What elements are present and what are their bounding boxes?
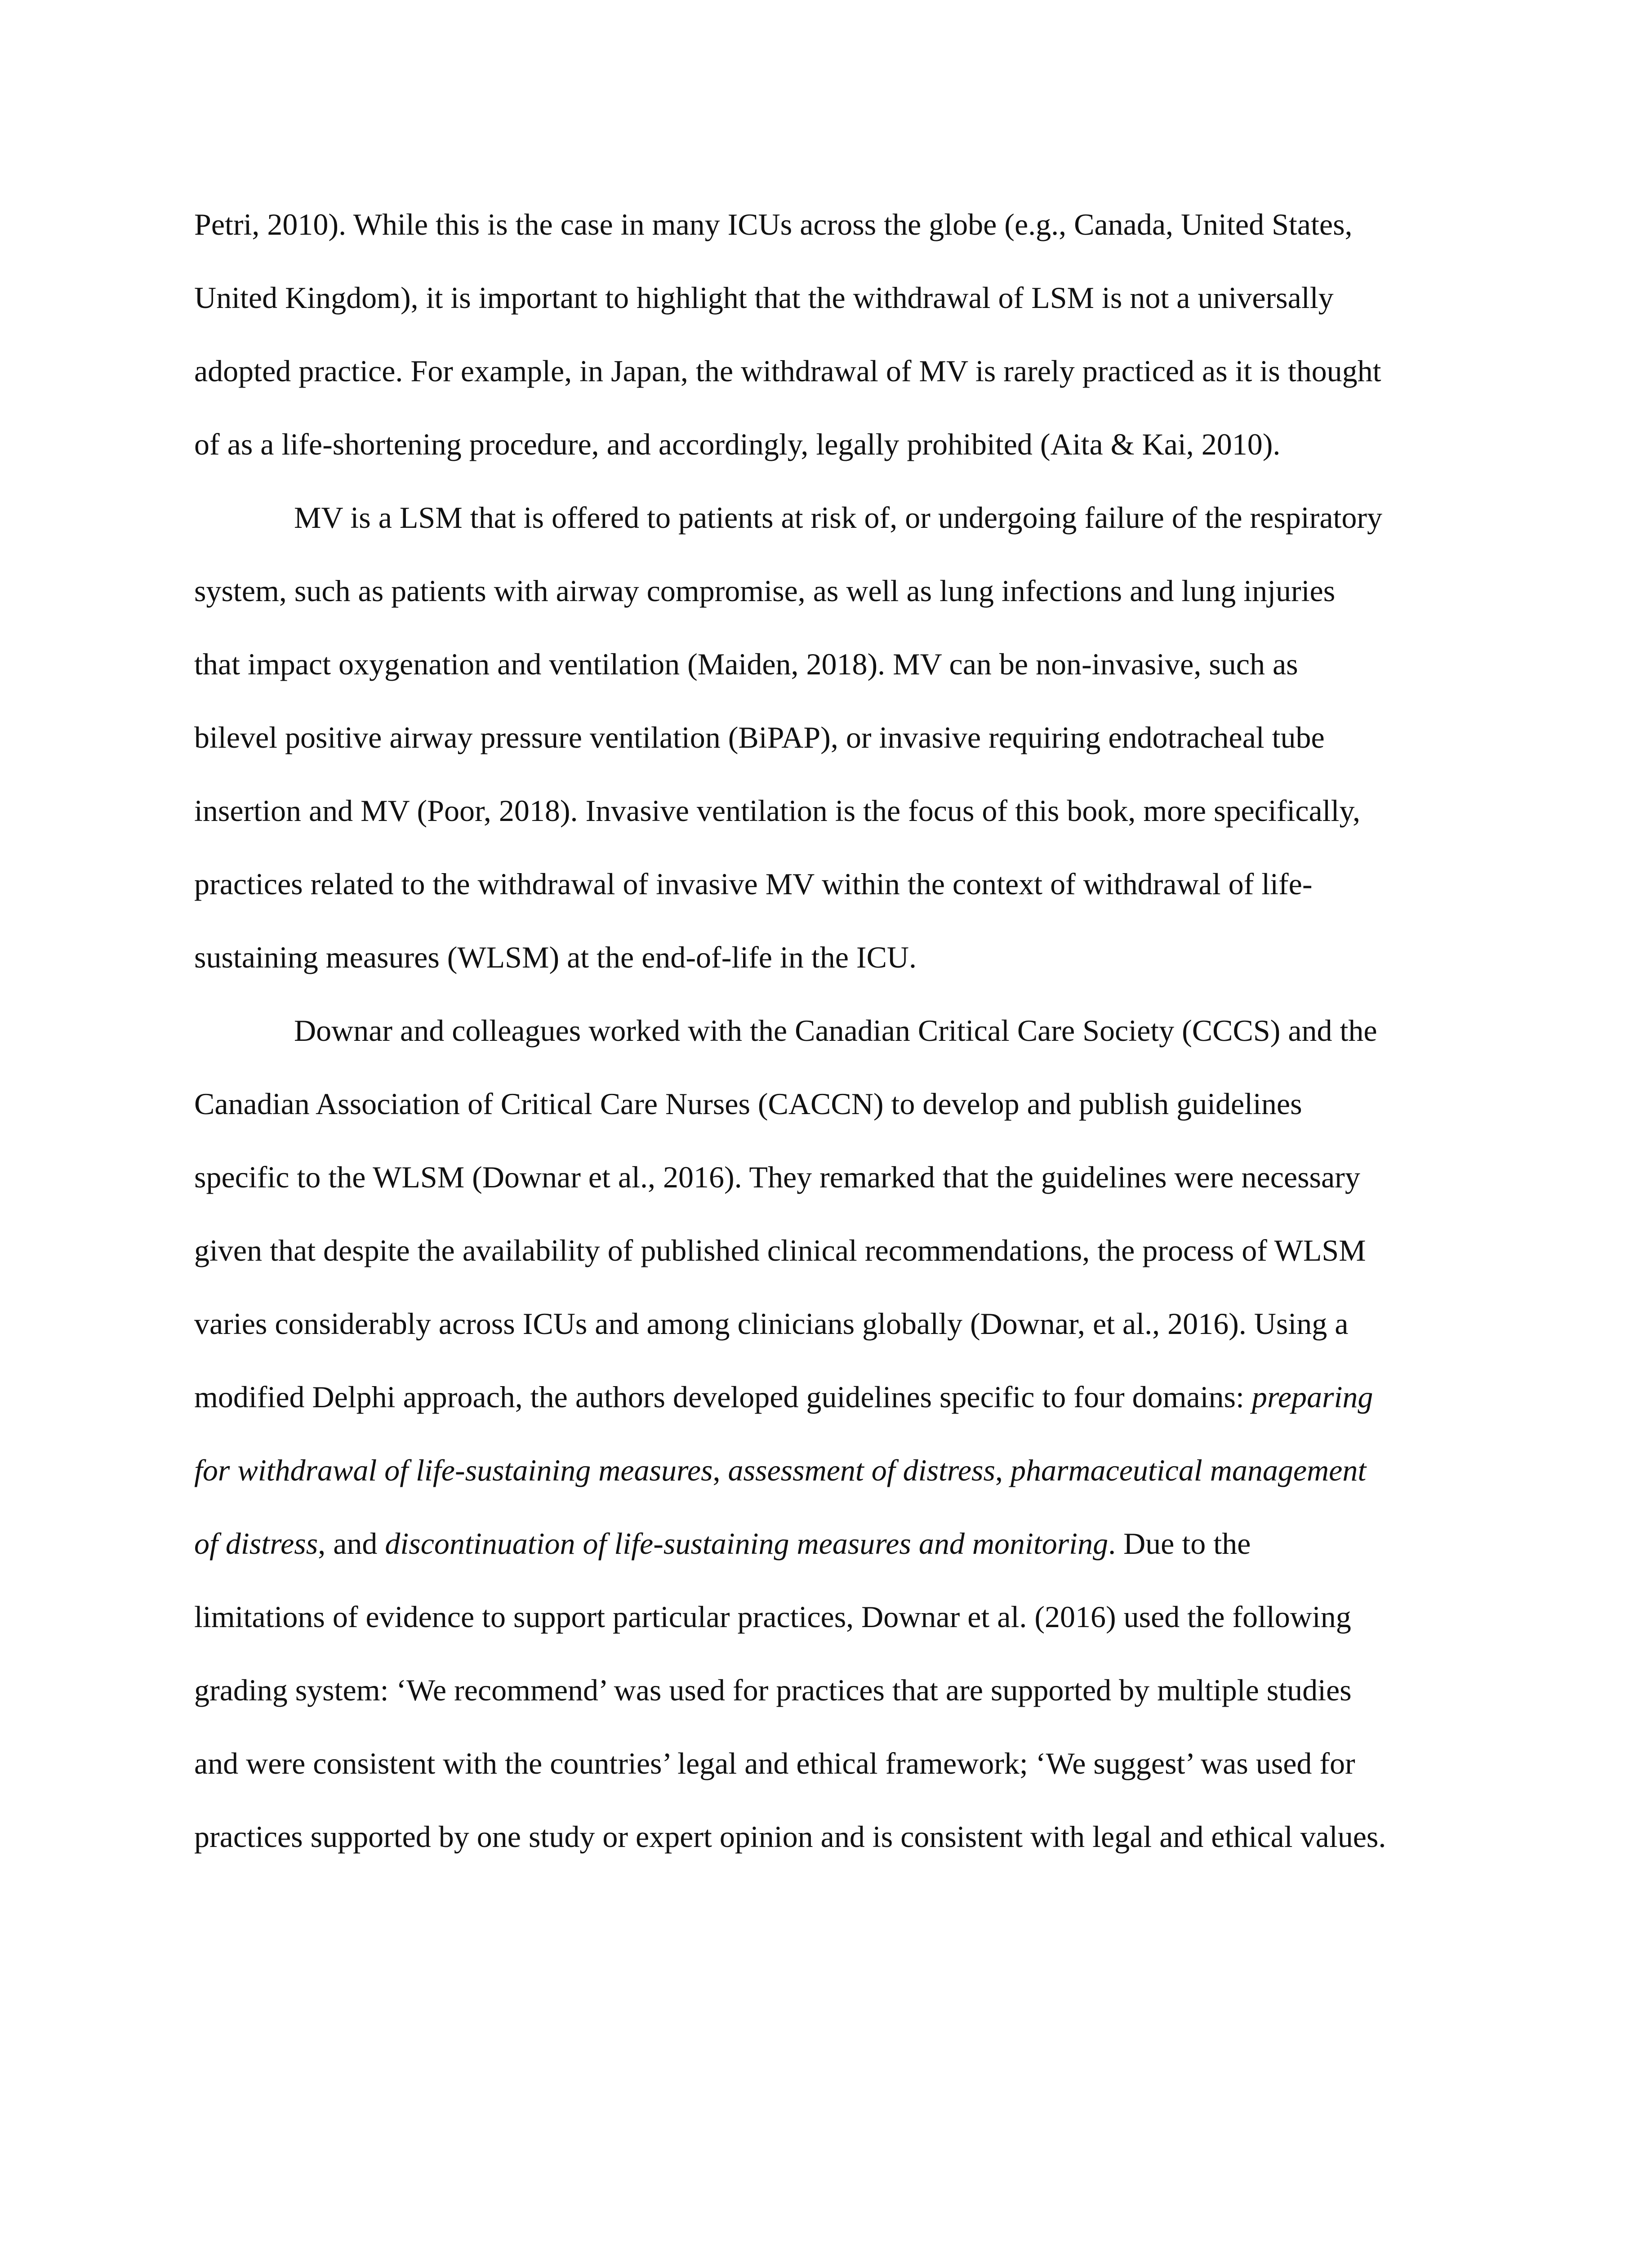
text-line bbox=[194, 1654, 1457, 1727]
text-run: sustaining measures (WLSM) at the end-of-life in the ICU. bbox=[194, 940, 917, 974]
text-line bbox=[194, 335, 1457, 408]
text-run: Downar and colleagues worked with the Canadian Critical Care Society (CCCS) and the bbox=[294, 1013, 1377, 1048]
text-line bbox=[194, 261, 1457, 335]
italic-text-run: discontinuation of life-sustaining measures and monitoring bbox=[385, 1526, 1109, 1561]
text-run: practices supported by one study or expert opinion and is consistent with legal and ethical values. bbox=[194, 1820, 1386, 1854]
text-line bbox=[194, 1360, 1457, 1434]
italic-text-run: for withdrawal of life-sustaining measures bbox=[194, 1453, 713, 1487]
text-line bbox=[194, 847, 1457, 921]
text-line bbox=[194, 994, 1457, 1067]
text-line bbox=[194, 921, 1457, 994]
text-run: varies considerably across ICUs and among clinicians globally (Downar, et al., 2016). Using a bbox=[194, 1307, 1349, 1341]
text-line bbox=[194, 188, 1457, 261]
text-run: of as a life-shortening procedure, and accordingly, legally prohibited (Aita & Kai, 2010). bbox=[194, 427, 1281, 461]
text-run: given that despite the availability of published clinical recommendations, the process of WLSM bbox=[194, 1233, 1366, 1267]
text-line bbox=[194, 408, 1457, 481]
body-text bbox=[194, 188, 1457, 1873]
text-run: and were consistent with the countries’ legal and ethical framework; ‘We suggest’ was used for bbox=[194, 1746, 1355, 1780]
text-line bbox=[194, 1141, 1457, 1214]
italic-text-run: preparing bbox=[1251, 1380, 1373, 1414]
text-run: Canadian Association of Critical Care Nurses (CACCN) to develop and publish guidelines bbox=[194, 1087, 1302, 1121]
text-run: , and bbox=[318, 1526, 385, 1561]
italic-text-run: pharmaceutical management bbox=[1010, 1453, 1367, 1487]
text-run: modified Delphi approach, the authors developed guidelines specific to four domains: bbox=[194, 1380, 1252, 1414]
paragraph-2 bbox=[194, 481, 1457, 994]
text-line bbox=[194, 1067, 1457, 1141]
text-run: bilevel positive airway pressure ventilation (BiPAP), or invasive requiring endotracheal tube bbox=[194, 720, 1325, 754]
text-run: United Kingdom), it is important to highlight that the withdrawal of LSM is not a universally bbox=[194, 281, 1334, 315]
text-run: system, such as patients with airway compromise, as well as lung infections and lung injuries bbox=[194, 574, 1336, 608]
italic-text-run: assessment of distress bbox=[728, 1453, 995, 1487]
text-run: grading system: ‘We recommend’ was used for practices that are supported by multiple studies bbox=[194, 1673, 1352, 1707]
text-line bbox=[194, 1507, 1457, 1580]
text-line bbox=[194, 1434, 1457, 1507]
text-run: specific to the WLSM (Downar et al., 2016). They remarked that the guidelines were necessary bbox=[194, 1160, 1360, 1194]
text-run: Petri, 2010). While this is the case in many ICUs across the globe (e.g., Canada, United States, bbox=[194, 207, 1353, 241]
text-line bbox=[194, 1727, 1457, 1800]
text-line bbox=[194, 1580, 1457, 1654]
paragraph-3 bbox=[194, 994, 1457, 1873]
text-line bbox=[194, 1287, 1457, 1360]
text-line bbox=[194, 554, 1457, 628]
text-run: insertion and MV (Poor, 2018). Invasive ventilation is the focus of this book, more specifically, bbox=[194, 794, 1361, 828]
text-run: adopted practice. For example, in Japan, the withdrawal of MV is rarely practiced as it is thought bbox=[194, 354, 1381, 388]
text-run: MV is a LSM that is offered to patients at risk of, or undergoing failure of the respiratory bbox=[294, 500, 1383, 535]
text-run: limitations of evidence to support particular practices, Downar et al. (2016) used the following bbox=[194, 1600, 1351, 1634]
text-line bbox=[194, 481, 1457, 554]
paragraph-1 bbox=[194, 188, 1457, 481]
text-line bbox=[194, 628, 1457, 701]
text-run: . Due to the bbox=[1108, 1526, 1251, 1561]
text-line bbox=[194, 1214, 1457, 1287]
text-run: that impact oxygenation and ventilation (Maiden, 2018). MV can be non-invasive, such as bbox=[194, 647, 1298, 681]
text-line bbox=[194, 701, 1457, 774]
text-run: practices related to the withdrawal of invasive MV within the context of withdrawal of life- bbox=[194, 867, 1313, 901]
text-line bbox=[194, 1800, 1457, 1873]
text-line bbox=[194, 774, 1457, 847]
text-run: , bbox=[712, 1453, 728, 1487]
italic-text-run: of distress bbox=[194, 1526, 318, 1561]
text-run: , bbox=[995, 1453, 1011, 1487]
